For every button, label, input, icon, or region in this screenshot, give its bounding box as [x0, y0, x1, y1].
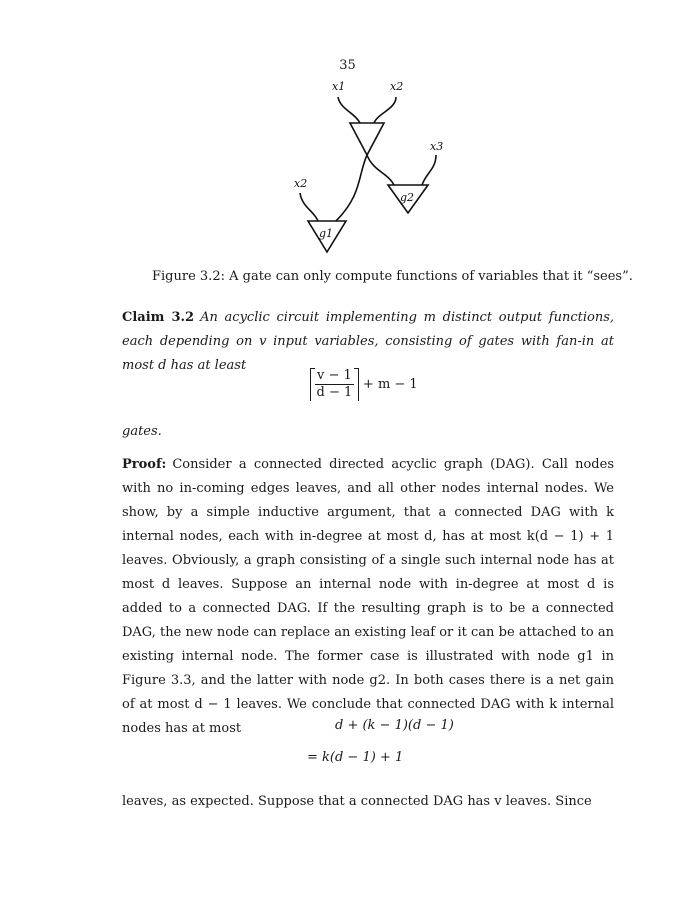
label-x2-top: x2 — [390, 80, 404, 93]
wire-x1 — [338, 97, 360, 123]
tail-paragraph: leaves, as expected. Suppose that a connected DAG has v leaves. Since — [122, 794, 592, 809]
wire-x2-left — [300, 193, 318, 221]
gate-dag-figure — [270, 75, 450, 260]
fraction-numerator: v − 1 — [317, 368, 352, 383]
claim-tail: gates. — [122, 424, 162, 439]
label-x2-left: x2 — [294, 177, 308, 190]
wire-x2-top — [374, 97, 396, 123]
equation-line-2: = k(d − 1) + 1 — [307, 750, 404, 765]
label-g1: g1 — [319, 227, 334, 240]
figure-caption: Figure 3.2: A gate can only compute functions of variables that it “sees”. — [152, 269, 633, 284]
claim-formula — [310, 368, 418, 401]
formula-rest: + m − 1 — [362, 377, 418, 392]
proof-paragraph — [122, 453, 614, 741]
gate-top — [350, 123, 384, 155]
claim-text: An acyclic circuit implementing m distinct output functions, each depending on v input variables, consisting of gates with fan-in at most d has at least — [122, 310, 614, 373]
equation-line-1: d + (k − 1)(d − 1) — [335, 718, 454, 733]
page-number: 35 — [339, 58, 356, 73]
wire-x3 — [422, 155, 436, 185]
proof-text: Consider a connected directed acyclic graph (DAG). Call nodes with no in-coming edges leaves, and all other nodes internal nodes. We show, by a simple inductive argument, that a connected DAG with k internal nodes, each with in-degree at most d, has at most k(d − 1) + 1 leaves. Obviously, a graph consisting of a single such internal node has at most d leaves. Suppose an internal node with in-degree at most d is added to a connected DAG. If the resulting graph is to be a connected DAG, the new node can replace an existing leaf or it can be attached to an existing internal node. The former case is illustrated with node g1 in Figure 3.3, and the latter with node g2. In both cases there is a net gain of at most d − 1 leaves. We conclude that connected DAG with k internal nodes has at most — [122, 457, 614, 736]
wire-top-to-g1 — [336, 155, 367, 221]
ceiling-fraction — [310, 368, 359, 401]
wire-top-to-g2 — [367, 155, 394, 185]
label-x1: x1 — [332, 80, 346, 93]
fraction-denominator: d − 1 — [316, 385, 353, 400]
claim-heading: Claim 3.2 — [122, 310, 195, 325]
label-x3: x3 — [430, 140, 444, 153]
proof-heading: Proof: — [122, 457, 167, 472]
label-g2: g2 — [400, 191, 415, 204]
